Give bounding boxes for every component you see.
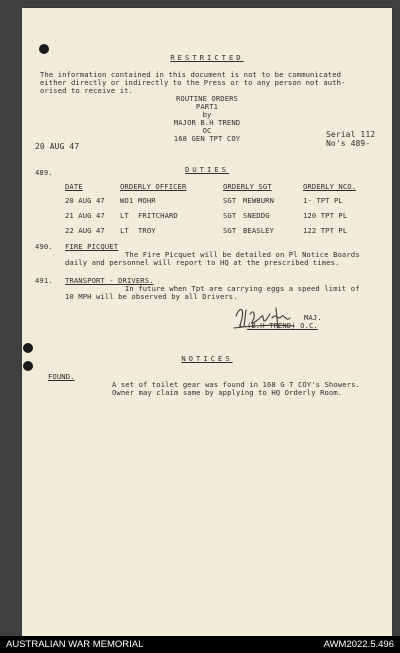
orders-unit: 168 GEN TPT COY (173, 134, 241, 143)
transport-text: 10 MPH will be observed by all Drivers. (65, 292, 238, 301)
section-number: 491. (35, 276, 53, 285)
orders-oc: OC (202, 126, 212, 135)
column-header-officer: ORDERLY OFFICER (120, 182, 187, 191)
serial-number: Serial 112 (326, 130, 376, 139)
duty-sgt: SNEDDG (243, 211, 270, 220)
section-number: 490. (35, 242, 53, 251)
duty-officer-rank: LT (120, 211, 129, 220)
orders-officer: MAJOR B.H TREND (173, 118, 241, 127)
duty-nco: 120 TPT PL (303, 211, 348, 220)
orders-part: PART1 (195, 102, 219, 111)
notice-line: The information contained in this document is not to be communicated (40, 70, 342, 79)
footer-institution: AUSTRALIAN WAR MEMORIAL (6, 639, 144, 650)
signature-rank: MAJ. (304, 313, 322, 322)
archive-footer (0, 636, 400, 653)
orders-by: by (202, 110, 212, 119)
notices-heading: NOTICES (181, 354, 233, 363)
duty-officer-rank: LT (120, 226, 129, 235)
duty-officer: MOHR (138, 196, 156, 205)
notice-label: FOUND. (48, 372, 75, 381)
notice-line: orised to receive it. (40, 86, 133, 95)
order-numbers: No's 489- (326, 139, 371, 148)
column-header-sgt: ORDERLY SGT (223, 182, 272, 191)
duty-sgt: MEWBURN (243, 196, 274, 205)
duty-date: 21 AUG 47 (65, 211, 105, 220)
notice-text: Owner may claim same by applying to HQ Orderly Room. (112, 388, 343, 397)
duty-officer: FRITCHARD (138, 211, 178, 220)
duty-date: 22 AUG 47 (65, 226, 105, 235)
signature-name: (B.H TREND) O.C. (247, 321, 318, 330)
transport-heading: TRANSPORT - DRIVERS. (65, 276, 154, 285)
transport-text: In future when Tpt are carrying eggs a speed limit of (125, 284, 360, 293)
classification-heading: RESTRICTED (170, 53, 244, 62)
column-header-nco: ORDERLY NCO. (303, 182, 357, 191)
duty-sgt: BEASLEY (243, 226, 274, 235)
orders-date: 20 AUG 47 (35, 142, 80, 151)
section-number: 489. (35, 168, 53, 177)
duty-nco: 1- TPT PL (303, 196, 343, 205)
duty-sgt-rank: SGT (223, 196, 237, 205)
duty-officer-rank: WO1 (120, 196, 134, 205)
orders-title: ROUTINE ORDERS (176, 94, 238, 103)
fire-picquet-heading: FIRE PICQUET (65, 242, 119, 251)
document-page (22, 8, 392, 636)
duty-sgt-rank: SGT (223, 226, 237, 235)
duty-nco: 122 TPT PL (303, 226, 348, 235)
notice-text: A set of toilet gear was found in 168 G T COY's Showers. (112, 380, 360, 389)
punch-hole (23, 343, 33, 353)
fire-picquet-text: daily and personnel will report to HQ at the prescribed times. (65, 258, 340, 267)
duty-officer: TROY (138, 226, 156, 235)
duty-date: 20 AUG 47 (65, 196, 105, 205)
notice-line: either directly or indirectly to the Press or to any person not auth- (40, 78, 346, 87)
fire-picquet-text: The Fire Picquet will be detailed on Pl Notice Boards (125, 250, 360, 259)
column-header-date: DATE (65, 182, 83, 191)
duties-heading: DUTIES (185, 165, 229, 174)
duty-sgt-rank: SGT (223, 211, 237, 220)
footer-accession-number: AWM2022.5.496 (323, 639, 394, 650)
